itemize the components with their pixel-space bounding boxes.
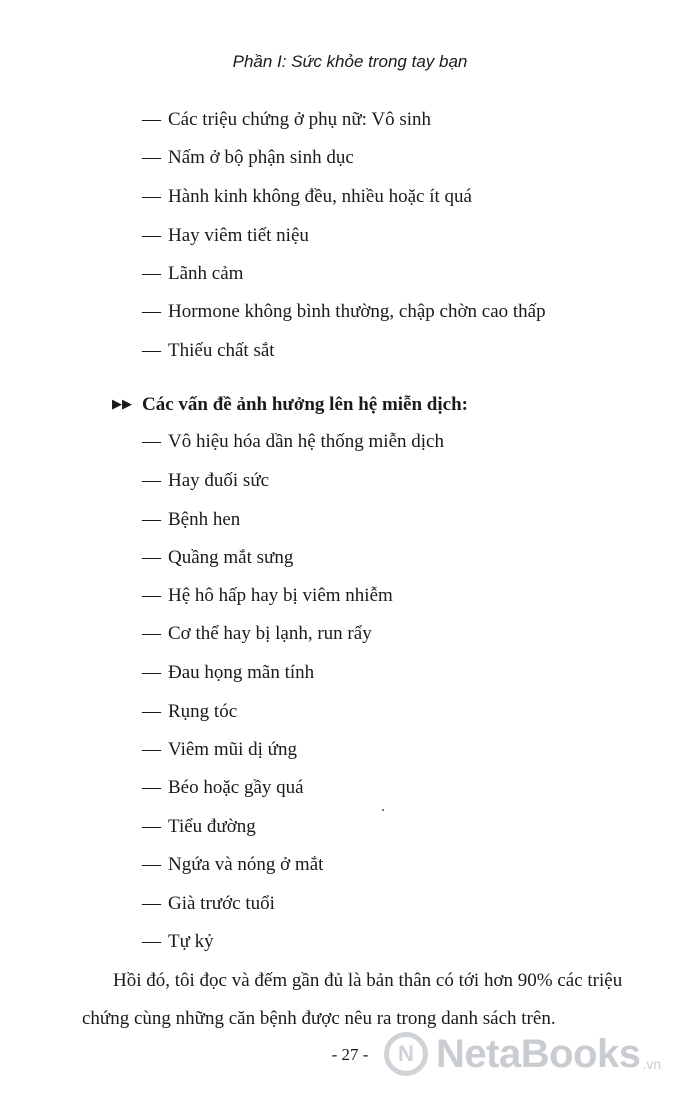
list-item xyxy=(142,892,275,916)
watermark-suffix: .vn xyxy=(642,1056,662,1072)
list-item-text: Hay viêm tiết niệu xyxy=(168,225,309,246)
list-item xyxy=(142,300,546,324)
list-item xyxy=(142,930,214,954)
section-heading xyxy=(112,394,468,416)
list-item xyxy=(142,469,269,493)
dash: — xyxy=(142,623,161,644)
list-item-text: Ngứa và nóng ở mắt xyxy=(168,854,324,875)
list-item xyxy=(142,661,314,685)
dash: — xyxy=(142,893,161,914)
list-item xyxy=(142,146,354,170)
dash: — xyxy=(142,739,161,760)
list-item-text: Lãnh cảm xyxy=(168,263,244,284)
double-arrow-icon: ▶▶ xyxy=(112,396,132,411)
dash: — xyxy=(142,854,161,875)
list-item-text: Tiểu đường xyxy=(168,816,256,837)
list-item xyxy=(142,262,243,286)
netabooks-logo-icon: N xyxy=(384,1032,428,1076)
list-item-text: Hành kinh không đều, nhiều hoặc ít quá xyxy=(168,186,472,207)
list-item xyxy=(142,584,393,608)
list-item-text: Viêm mũi dị ứng xyxy=(168,739,297,760)
list-item xyxy=(142,339,275,363)
list-item xyxy=(142,776,304,800)
list-item-text: Quầng mắt sưng xyxy=(168,547,294,568)
dash: — xyxy=(142,777,161,798)
dash: — xyxy=(142,109,161,130)
list-item-text: Vô hiệu hóa dần hệ thống miễn dịch xyxy=(168,431,444,452)
dash: — xyxy=(142,509,161,530)
dash: — xyxy=(142,301,161,322)
list-item-text: Già trước tuổi xyxy=(168,893,275,914)
list-item-text: Cơ thể hay bị lạnh, run rẩy xyxy=(168,623,372,644)
netabooks-watermark xyxy=(384,1024,694,1084)
list-item xyxy=(142,700,237,724)
page-number: - 27 - xyxy=(331,1045,369,1064)
list-item xyxy=(142,508,240,532)
list-item xyxy=(142,546,293,570)
dash: — xyxy=(142,186,161,207)
list-item-text: Tự kỷ xyxy=(168,931,214,952)
dash: — xyxy=(142,225,161,246)
list-item xyxy=(142,224,309,248)
list-item-text: Hormone không bình thường, chập chờn cao thấp xyxy=(168,301,546,322)
dash: — xyxy=(142,431,161,452)
list-item-text: Béo hoặc gầy quá xyxy=(168,777,304,798)
dash: — xyxy=(142,816,161,837)
list-item-text: Bệnh hen xyxy=(168,509,241,530)
dash: — xyxy=(142,701,161,722)
list-item xyxy=(142,853,323,877)
print-speck xyxy=(382,809,384,811)
body-paragraph: Hồi đó, tôi đọc và đếm gần đủ là bản thân có tới hơn 90% các triệu chứng cùng những căn bệnh được nêu ra trong danh sách trên. xyxy=(82,970,623,1029)
list-item xyxy=(142,622,372,646)
list-item xyxy=(142,108,431,132)
dash: — xyxy=(142,585,161,606)
list-item-text: Hay đuối sức xyxy=(168,470,270,491)
list-item-text: Thiếu chất sắt xyxy=(168,340,275,361)
list-item xyxy=(142,185,472,209)
dash: — xyxy=(142,263,161,284)
list-item-text: Đau họng mãn tính xyxy=(168,662,315,683)
running-header: Phần I: Sức khỏe trong tay bạn xyxy=(232,52,468,71)
list-item-text: Nấm ở bộ phận sinh dục xyxy=(168,147,354,168)
watermark-text: NetaBooks xyxy=(436,1031,641,1076)
dash: — xyxy=(142,931,161,952)
list-item-text: Rụng tóc xyxy=(168,701,238,722)
list-item xyxy=(142,430,444,454)
list-item xyxy=(142,815,256,839)
dash: — xyxy=(142,470,161,491)
dash: — xyxy=(142,547,161,568)
list-item-text: Hệ hô hấp hay bị viêm nhiễm xyxy=(168,585,393,606)
dash: — xyxy=(142,147,161,168)
list-item-text: Các triệu chứng ở phụ nữ: Vô sinh xyxy=(168,109,432,130)
list-item xyxy=(142,738,297,762)
section-heading-text: Các vấn đề ảnh hưởng lên hệ miễn dịch: xyxy=(142,394,468,415)
dash: — xyxy=(142,662,161,683)
dash: — xyxy=(142,340,161,361)
